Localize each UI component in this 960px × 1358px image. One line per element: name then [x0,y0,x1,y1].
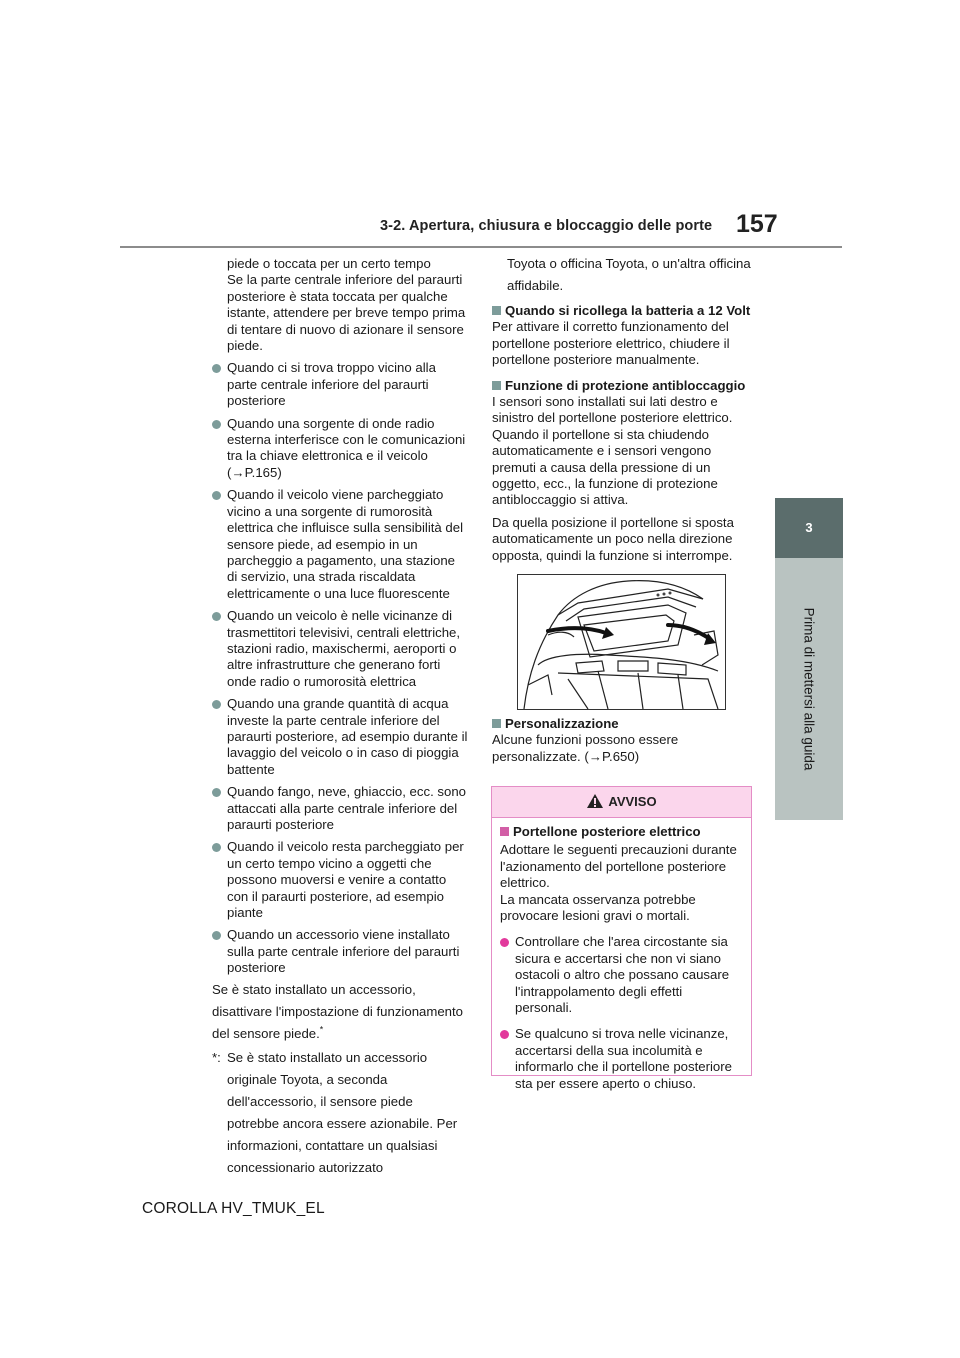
left-column [212,256,468,1179]
chapter-title-tab [775,558,843,820]
paragraph: Da quella posizione il portellone si sposta automaticamente un poco nella direzione opposta, quindi la funzione si interrompe. [492,514,734,563]
warning-heading: Portellone posteriore elettrico [500,824,743,840]
list-item: Quando un accessorio viene installato sulla parte centrale inferiore del paraurti posteriore [212,927,468,976]
warning-list-item: Controllare che l'area circostante sia sicura e accertarsi che non vi siano ostacoli o altro che possano causare l'intrappolamento degli effetti personali. [500,934,743,1016]
chapter-title: Prima di mettersi alla guida [801,607,817,771]
list-item: Quando ci si trova troppo vicino alla parte centrale inferiore del paraurti posteriore [212,360,468,409]
right-column [492,256,758,564]
paragraph: I sensori sono installati sui lati destro e sinistro del portellone posteriore elettrico. Quando il portellone si sta chiudendo automaticamente e i sensori vengono premuti a causa della pressione di un oggetto, ecc., la funzione di protezione antibloccaggio si attiva. [492,394,733,508]
list-item: Quando una sorgente di onde radio esterna interferisce con le comunicazioni tra la chiave elettronica e il veicolo (→P.165) [212,416,468,482]
bullet-dot-icon [212,931,221,940]
warning-title: AVVISO [608,794,657,809]
page-number: 157 [736,210,778,238]
bullet-dot-icon [212,612,221,621]
bullet-dot-icon [500,1030,509,1039]
list-item: Quando una grande quantità di acqua investe la parte centrale inferiore del paraurti posteriore, ad esempio durante il lavaggio del veicolo o in caso di pioggia battente [212,696,468,778]
header-divider [120,246,842,248]
list-item: Quando il veicolo viene parcheggiato vicino a una sorgente di rumorosità elettrica che influisce sulla sensibilità del sensore piede, ad esempio in un parcheggio a pagamento, una stazione di servizio, una strada riscaldata elettricamente o una luce fluorescente [212,487,468,602]
warning-header [492,787,751,818]
bullet-dot-icon [212,364,221,373]
section-heading: Quando si ricollega la batteria a 12 Volt [492,303,758,319]
warning-intro: Adottare le seguenti precauzioni durante l'azionamento del portellone posteriore elettrico. La mancata osservanza potrebbe provocare lesioni gravi o mortali. [500,842,737,924]
paragraph: Alcune funzioni possono essere personalizzate. (→P.650) [492,732,679,764]
open-tailgate-image [518,575,725,709]
tailgate-illustration [517,574,726,710]
square-bullet-icon [500,827,509,836]
section-title: 3-2. Apertura, chiusura e bloccaggio delle porte [380,218,713,234]
continuation-text: piede o toccata per un certo tempo Se la parte centrale inferiore del paraurti posteriore è stata toccata per qualche istante, attendere per breve tempo prima di tentare di nuovo di azionare il sensore piede. [227,256,466,354]
warning-list-item: Se qualcuno si trova nelle vicinanze, accertarsi della sua incolumità e informarlo che il portellone posteriore sta per essere aperto o chiuso. [500,1026,743,1092]
footnote-label: *: [212,1049,221,1065]
section-heading: Funzione di protezione antibloccaggio [492,378,758,394]
footnote [212,1047,468,1179]
footnote-text: Se è stato installato un accessorio originale Toyota, a seconda dell'accessorio, il sensore piede potrebbe ancora essere azionabile. Per informazioni, contattare un qualsiasi concessionario autorizzato [227,1049,458,1175]
warning-triangle-icon [586,793,604,809]
bullet-dot-icon [212,420,221,429]
square-bullet-icon [492,381,501,390]
square-bullet-icon [492,306,501,315]
square-bullet-icon [492,719,501,728]
bullet-dot-icon [212,843,221,852]
bullet-dot-icon [500,938,509,947]
bullet-dot-icon [212,491,221,500]
footnote-continuation: Toyota o officina Toyota, o un'altra officina affidabile. [507,256,751,293]
bullet-dot-icon [212,700,221,709]
chapter-number-tab: 3 [775,498,843,558]
list-item: Quando fango, neve, ghiaccio, ecc. sono attaccati alla parte centrale inferiore del paraurti posteriore [212,784,468,833]
bullet-dot-icon [212,788,221,797]
model-code: COROLLA HV_TMUK_EL [142,1200,325,1217]
section-heading: Personalizzazione [492,716,758,732]
list-item: Quando un veicolo è nelle vicinanze di trasmettitori televisivi, centrali elettriche, stazioni radio, maxischermi, aeroporti o altre infrastrutture che generano forti onde radio o rumorosità elettrica [212,608,468,690]
warning-body [492,818,751,1092]
warning-box [491,786,752,1091]
footnote-marker: * [319,1024,324,1035]
paragraph: Per attivare il corretto funzionamento del portellone posteriore elettrico, chiudere il portellone posteriore manualmente. [492,319,730,368]
customization-block [492,716,758,765]
list-item: Quando il veicolo resta parcheggiato per un certo tempo vicino a oggetti che possono muoversi e venire a contatto con il paraurti posteriore, ad esempio piante [212,839,468,921]
accessory-paragraph: Se è stato installato un accessorio, disattivare l'impostazione di funzionamento del sensore piede.* [212,981,464,1041]
